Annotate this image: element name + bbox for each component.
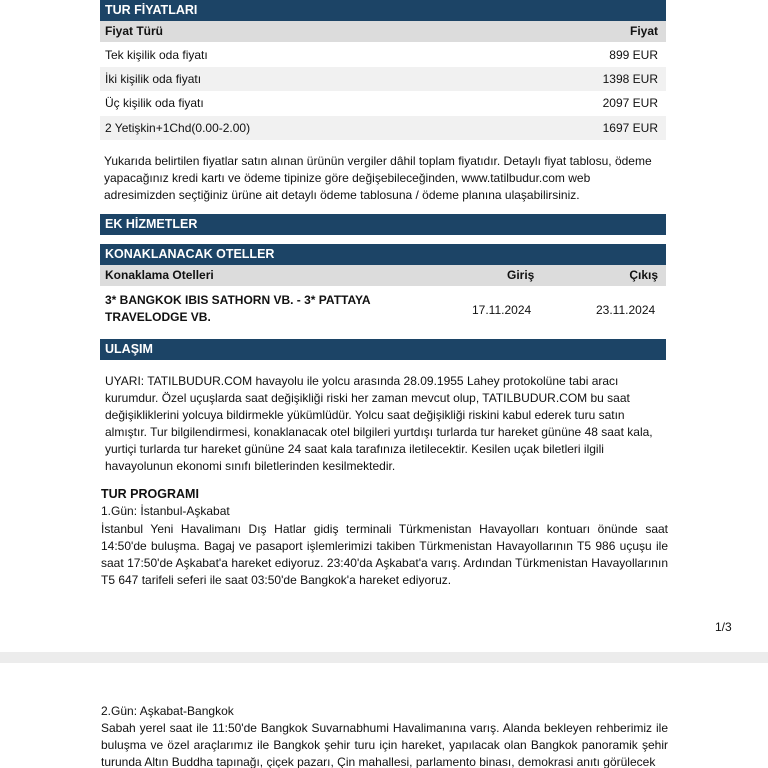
transport-warning-text: UYARI: TATILBUDUR.COM havayolu ile yolcu arasında 28.09.1955 Lahey protokolüne tabi aracı kurumdur. Özel uçuşlarda saat değişikliği riski her zaman mevcut olup, TATILBUDUR.COM bu saat değişikliklerini yolcuya bildirmekle yükümlüdür. Yolcu saat değişikliği riskini kabul ederek turu satın almıştır. Tur bilgilendirmesi, konaklanacak otel bilgileri yurtdışı turlarda tur hareket gününe 48 saat kala, yurtiçi turlarda tur hareket gününe 24 saat kala tarafınıza iletilecektir. Kesilen uçak biletleri ilgili havayolunun ekonomi sınıfı biletlerinden kesilmektedir. xyxy=(105,374,653,473)
table-row xyxy=(100,116,666,140)
day-title: 1.Gün: İstanbul-Aşkabat xyxy=(101,504,230,518)
day-title: 2.Gün: Aşkabat-Bangkok xyxy=(101,704,234,718)
table-row xyxy=(100,67,666,91)
price-value: 899 EUR xyxy=(609,48,658,62)
price-type-label: Üç kişilik oda fiyatı xyxy=(105,96,204,110)
column-price-type: Fiyat Türü xyxy=(105,24,164,38)
column-hotel-name: Konaklama Otelleri xyxy=(105,268,214,282)
price-value: 1697 EUR xyxy=(602,121,658,135)
column-checkout: Çıkış xyxy=(629,268,658,282)
hotels-header: KONAKLANACAK OTELLER xyxy=(100,244,666,265)
hotels-column-header xyxy=(100,265,666,286)
tour-program-title: TUR PROGRAMI xyxy=(101,487,199,501)
column-price: Fiyat xyxy=(629,24,658,38)
page-number: 1/3 xyxy=(715,620,732,634)
hotel-name: 3* BANGKOK IBIS SATHORN VB. - 3* PATTAYA TRAVELODGE VB. xyxy=(105,293,371,324)
price-type-label: Tek kişilik oda fiyatı xyxy=(105,48,208,62)
document-page-2 xyxy=(0,663,768,768)
hotel-checkin-date: 17.11.2024 xyxy=(472,303,532,317)
table-row xyxy=(100,91,666,115)
tour-prices-header: TUR FİYATLARI xyxy=(100,0,666,21)
day-description: Sabah yerel saat ile 11:50'de Bangkok Suvarnabhumi Havalimanına varış. Alanda bekleyen rehberimiz ile buluşma ve özel araçlarımız ile Bangkok şehir turu için hareket, yapılacak olan Bangkok panoramik şehir turunda Altın Buddha tapınağı, çiçek pazarı, Çin mahallesi, parlamento binası, demokrasi anıtı görülecek xyxy=(101,721,668,768)
price-value: 2097 EUR xyxy=(602,96,658,110)
day-description: İstanbul Yeni Havalimanı Dış Hatlar gidiş terminali Türkmenistan Havayolları kontuarı önünde saat 14:50'de buluşma. Bagaj ve pasaport işlemlerimizi takiben Türkmenistan Havayollarının T5 986 uçuşu ile saat 17:50'de Aşkabat'a hareket ediyoruz. 23:40'da Aşkabat'a varış. Ardından Türkmenistan Havayollarının T5 647 tarifeli seferi ile saat 03:50'de Bangkok'a hareket ediyoruz. xyxy=(101,522,668,587)
hotel-checkout-date: 23.11.2024 xyxy=(596,303,656,317)
price-value: 1398 EUR xyxy=(602,72,658,86)
price-type-label: 2 Yetişkin+1Chd(0.00-2.00) xyxy=(105,121,251,135)
extra-services-header: EK HİZMETLER xyxy=(100,214,666,235)
tour-prices-column-header xyxy=(100,21,666,42)
column-checkin: Giriş xyxy=(507,268,535,282)
page-separator xyxy=(0,652,768,663)
table-row xyxy=(100,43,666,67)
transport-header: ULAŞIM xyxy=(100,339,666,360)
price-note: Yukarıda belirtilen fiyatlar satın alınan ürünün vergiler dâhil toplam fiyatıdır. Detaylı fiyat tablosu, ödeme yapacağınız kredi kartı ve ödeme tipinize göre değişebileceğinden, www.tatilbudur.com web adresimizden seçtiğiniz ürüne ait detaylı ödeme tablosuna / ödeme planına ulaşabilirsiniz. xyxy=(104,154,652,202)
price-type-label: İki kişilik oda fiyatı xyxy=(105,72,202,86)
